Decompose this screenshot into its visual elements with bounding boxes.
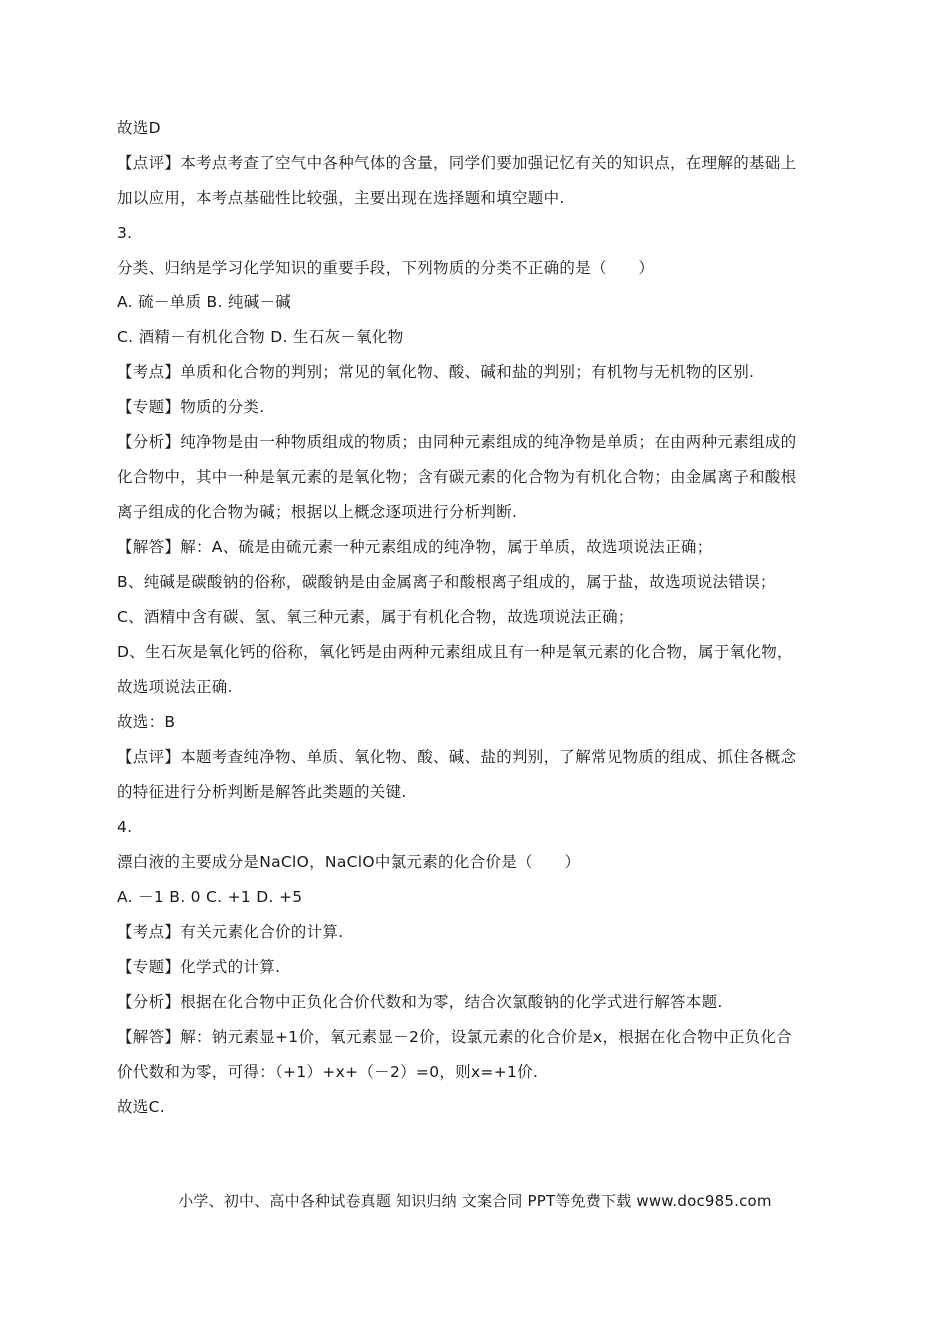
page-footer: 小学、初中、高中各种试卷真题 知识归纳 文案合同 PPT等免费下载 www.doc985.com [178, 1192, 772, 1210]
question-text: 漂白液的主要成分是NaClO，NaClO中氯元素的化合价是（ ） [117, 853, 581, 871]
analysis-line: 【分析】纯净物是由一种物质组成的物质；由同种元素组成的纯净物是单质；在由两种元素组成的 [117, 433, 797, 451]
solution-line: B、纯碱是碳酸钠的俗称，碳酸钠是由金属离子和酸根离子组成的，属于盐，故选项说法错误； [117, 573, 776, 591]
solution-line: 【解答】解：钠元素显+1价，氧元素显－2价，设氯元素的化合价是x，根据在化合物中正负化合 [117, 1028, 793, 1046]
question-number: 4. [117, 818, 133, 836]
knowledge-point-line: 【考点】单质和化合物的判别；常见的氧化物、酸、碱和盐的判别；有机物与无机物的区别. [117, 363, 755, 381]
option-line: A. 硫－单质 B. 纯碱－碱 [117, 293, 292, 311]
question-text: 分类、归纳是学习化学知识的重要手段，下列物质的分类不正确的是（ ） [117, 259, 655, 277]
analysis-line: 【分析】根据在化合物中正负化合价代数和为零，结合次氯酸钠的化学式进行解答本题. [117, 993, 723, 1011]
solution-line: D、生石灰是氧化钙的俗称，氧化钙是由两种元素组成且有一种是氧元素的化合物，属于氧化物， [117, 643, 793, 661]
solution-line: 故选项说法正确. [117, 678, 233, 696]
comment-line: 加以应用，本考点基础性比较强，主要出现在选择题和填空题中. [117, 189, 565, 207]
comment-line: 【点评】本考点考查了空气中各种气体的含量，同学们要加强记忆有关的知识点，在理解的基础上 [117, 154, 797, 172]
answer-line: 故选C. [117, 1098, 165, 1116]
question-number: 3. [117, 224, 133, 242]
analysis-line: 离子组成的化合物为碱；根据以上概念逐项进行分析判断. [117, 503, 518, 521]
solution-line: 价代数和为零，可得：（+1）+x+（－2）=0，则x=+1价. [117, 1063, 539, 1081]
answer-line: 故选：B [117, 713, 176, 731]
answer-line: 故选D [117, 119, 161, 137]
comment-line: 的特征进行分析判断是解答此类题的关键. [117, 783, 407, 801]
option-line: A. －1 B. 0 C. +1 D. +5 [117, 888, 303, 906]
knowledge-point-line: 【考点】有关元素化合价的计算. [117, 923, 344, 941]
solution-line: C、酒精中含有碳、氢、氧三种元素，属于有机化合物，故选项说法正确； [117, 608, 634, 626]
comment-line: 【点评】本题考查纯净物、单质、氧化物、酸、碱、盐的判别，了解常见物质的组成、抓住各概念 [117, 748, 797, 766]
option-line: C. 酒精－有机化合物 D. 生石灰－氧化物 [117, 328, 404, 346]
analysis-line: 化合物中，其中一种是氧元素的是氧化物；含有碳元素的化合物为有机化合物；由金属离子和酸根 [117, 468, 797, 486]
topic-line: 【专题】化学式的计算. [117, 958, 281, 976]
solution-line: 【解答】解：A、硫是由硫元素一种元素组成的纯净物，属于单质，故选项说法正确； [117, 538, 713, 556]
topic-line: 【专题】物质的分类. [117, 398, 265, 416]
